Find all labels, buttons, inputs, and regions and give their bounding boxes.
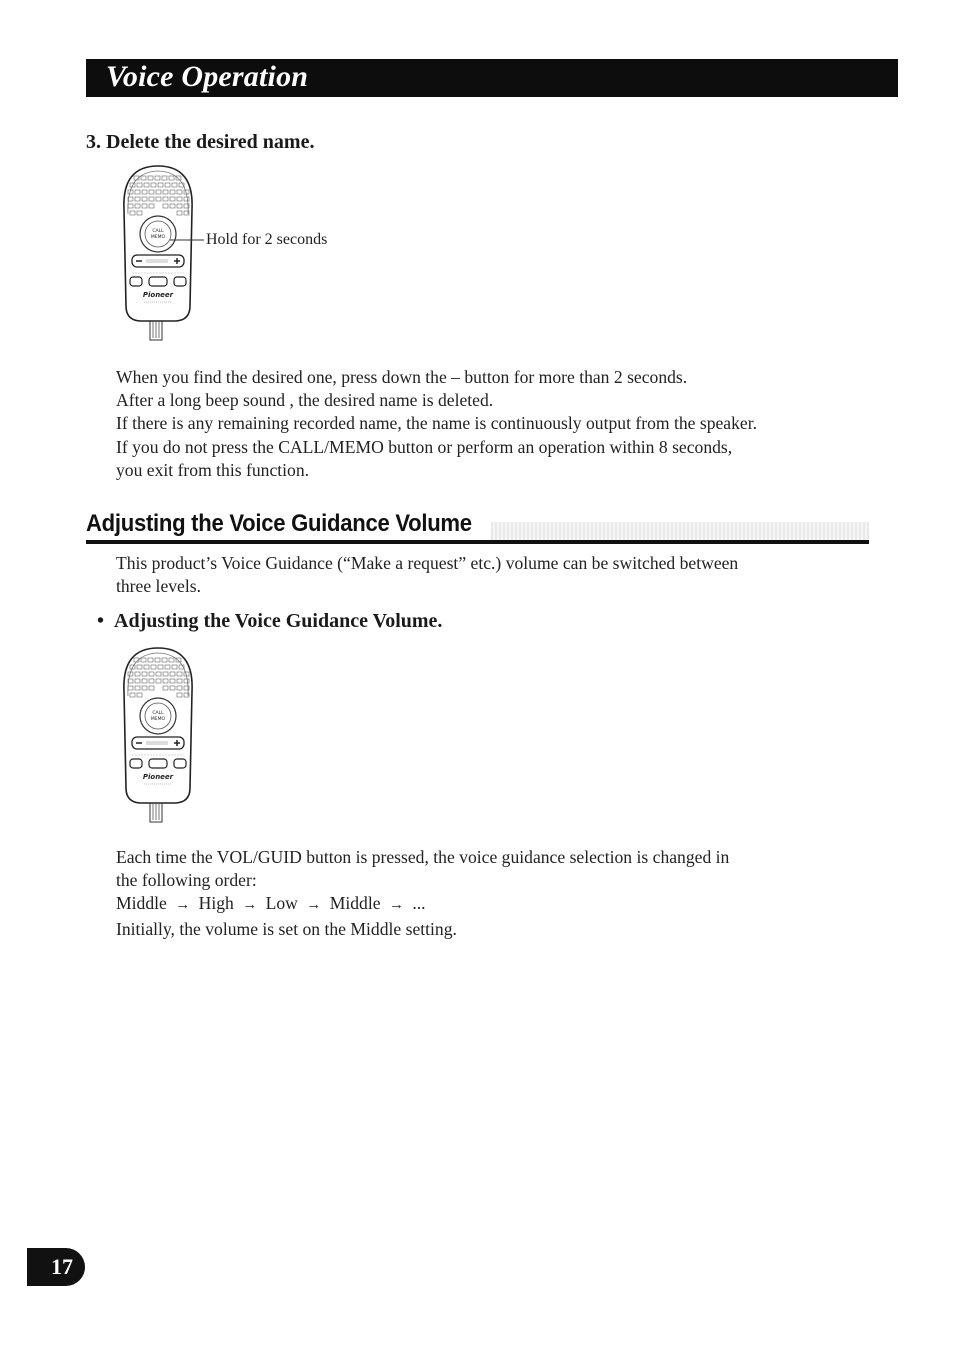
order-step: High xyxy=(198,893,234,914)
memo-label: MEMO xyxy=(150,235,166,240)
bullet-heading xyxy=(97,610,442,633)
arrow-right-icon: → xyxy=(388,897,404,914)
section-body xyxy=(116,846,876,941)
order-step: Middle xyxy=(116,893,167,914)
callout-leader-line xyxy=(170,238,204,242)
text-line: This product’s Voice Guidance (“Make a request” etc.) volume can be switched between xyxy=(116,553,739,573)
text-line: Each time the VOL/GUID button is pressed, the voice guidance selection is changed in xyxy=(116,847,730,867)
call-label: CALL xyxy=(152,229,164,234)
bullet-icon: • xyxy=(97,610,105,632)
section-intro xyxy=(116,552,876,598)
volume-order-sequence xyxy=(116,892,876,917)
remote-controller-icon xyxy=(116,164,200,342)
brand-logo: Pioneer xyxy=(142,773,174,781)
order-step: ... xyxy=(412,893,426,914)
heading-shading xyxy=(491,522,869,540)
order-step: Low xyxy=(265,893,298,914)
arrow-right-icon: → xyxy=(242,897,258,914)
text-line: If you do not press the CALL/MEMO button or perform an operation within 8 seconds, xyxy=(116,436,733,457)
call-label: CALL xyxy=(152,711,164,716)
text-line: the following order: xyxy=(116,870,257,891)
section-heading xyxy=(86,510,869,546)
page-number-badge xyxy=(27,1248,85,1286)
page-title: Voice Operation xyxy=(106,60,309,93)
step3-paragraph xyxy=(116,366,876,482)
text-line: Initially, the volume is set on the Middle setting. xyxy=(116,918,457,939)
hold-callout xyxy=(202,231,327,249)
arrow-right-icon: → xyxy=(306,897,322,914)
callout-text: Hold for 2 seconds xyxy=(206,231,328,248)
page-number: 17 xyxy=(51,1254,73,1279)
memo-label: MEMO xyxy=(150,717,166,722)
header-bar xyxy=(86,59,898,97)
bullet-heading-text: Adjusting the Voice Guidance Volume. xyxy=(114,610,443,632)
text-line: When you find the desired one, press down the – button for more than 2 seconds. xyxy=(116,367,688,387)
text-line: If there is any remaining recorded name, the name is continuously output from the speaker. xyxy=(116,413,757,434)
order-step: Middle xyxy=(329,893,381,914)
remote-controller-illustration xyxy=(116,646,200,829)
step-heading: 3. Delete the desired name. xyxy=(86,131,315,153)
section-title: Adjusting the Voice Guidance Volume xyxy=(86,510,472,537)
section-rule xyxy=(86,540,869,544)
arrow-right-icon: → xyxy=(175,897,191,914)
text-line: you exit from this function. xyxy=(116,459,310,480)
remote-controller-icon xyxy=(116,646,200,824)
brand-logo: Pioneer xyxy=(142,291,174,299)
text-line: three levels. xyxy=(116,576,201,597)
text-line: After a long beep sound , the desired name is deleted. xyxy=(116,390,494,411)
remote-controller-illustration xyxy=(116,164,200,347)
